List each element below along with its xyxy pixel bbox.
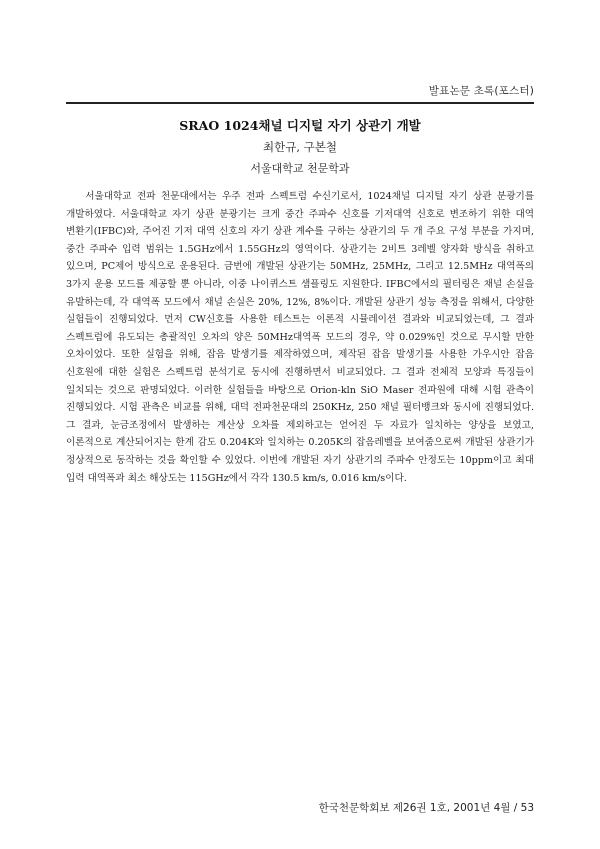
section-tag: 발표논문 초록(포스터): [428, 85, 534, 97]
header-divider: [66, 102, 534, 104]
paper-authors: 최한규, 구본철: [263, 140, 337, 154]
paper-title: SRAO 1024채널 디지털 자기 상관기 개발: [179, 118, 421, 133]
journal-footer: 한국천문학회보 제26권 1호, 2001년 4월 / 53: [318, 802, 534, 814]
paper-affiliation: 서울대학교 천문학과: [250, 162, 350, 175]
abstract-body: 서울대학교 전파 천문대에서는 우주 전파 스펙트럼 수신기로서, 1024채널 디지털 자기 상관 분광기를 개발하였다. 서울대학교 자기 상관 분광기는 크게 중간 주파수 신호를 기저대역 신호로 변조하기 위한 대역 변환기(IFBC)와, 주어진 기저 대역 신호의 자기 상관 계수를 구하는 상관기의 두 개 주요 구성 부분을 가지며, 중간 주파수 입력 범위는 1.5GHz에서 1.55GHz의 영역이다. 상관기는 2비트 3레벨 양자화 방식을 취하고 있으며, PC제어 방식으로 운용된다. 금번에 개발된 상관기는 50MHz, 25MHz, 그리고 12.5MHz 대역폭의 3가지 운용 모드를 제공할 뿐 아니라, 이중 나이퀴스트 샘플링도 지원한다. IFBC에서의 필터링은 채널 손실을 유발하는데, 각 대역폭 모드에서 채널 손실은 20%, 12%, 8%이다. 개발된 상관기 성능 측정을 위해서, 다양한 실험들이 진행되었다. 먼저 CW신호를 사용한 테스트는 이론적 시뮬레이션 결과와 비교되었는데, 그 결과 스펙트럼에 유도되는 총괄적인 오차의 양은 50MHz대역폭 모드의 경우, 약 0.029%인 것으로 무시할 만한 오차이었다. 또한 실험을 위해, 잡음 발생기를 제작하였으며, 제작된 잡음 발생기를 사용한 가우시안 잡음 신호원에 대한 실험은 스펙트럼 분석기로 동시에 진행하면서 비교되었다. 그 결과 전체적 모양과 특징들이 일치되는 것으로 판명되었다. 이러한 실험들을 바탕으로 Orion-kln SiO Maser 전파원에 대해 시험 관측이 진행되었다. 시험 관측은 비교를 위해, 대덕 전파천문대의 250KHz, 250 채널 필터뱅크와 동시에 진행되었다. 그 결과, 눈금조정에서 발생하는 계산상 오차를 제외하고는 얻어진 두 자료가 일치하는 양상을 보였고, 이론적으로 계산되어지는 한계 감도 0.204K와 일치하는 0.205K의 잡음레벨을 보여줌으로써 개발된 상관기가 정상적으로 동작하는 것을 확인할 수 있었다. 이번에 개발된 자기 상관기의 주파수 안정도는 10ppm이고 최대 입력 대역폭과 최소 해상도는 115GHz에서 각각 130.5 km/s, 0.016 km/s이다.: [66, 191, 534, 484]
